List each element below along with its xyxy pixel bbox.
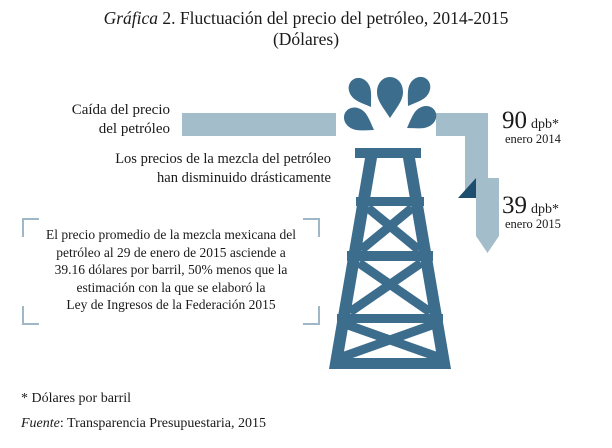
derrick-rung-1 bbox=[356, 197, 424, 206]
callout-line-5: Ley de Ingresos de la Federación 2015 bbox=[66, 297, 276, 312]
ribbon-left-bar bbox=[182, 113, 336, 136]
price-2015-value: 39 bbox=[502, 192, 527, 219]
caida-label-line2: del petróleo bbox=[98, 121, 170, 137]
mezcla-label bbox=[0, 150, 331, 187]
mezcla-label-line1: Los precios de la mezcla del petróleo bbox=[115, 151, 331, 167]
callout-line-2: petróleo al 29 de enero de 2015 asciende a bbox=[56, 244, 286, 260]
source-line bbox=[21, 416, 266, 432]
price-2014-value: 90 bbox=[502, 107, 527, 134]
caida-label-line1: Caída del precio bbox=[71, 102, 170, 118]
callout-line-1: El precio promedio de la mezcla mexicana del bbox=[45, 227, 296, 242]
oil-derrick bbox=[329, 148, 451, 369]
price-2015 bbox=[502, 193, 561, 231]
price-2015-period: enero 2015 bbox=[505, 217, 561, 231]
price-2014-unit: dpb* bbox=[531, 117, 559, 132]
derrick-rung-2 bbox=[347, 251, 433, 261]
asterisk-footnote: * Dólares por barril bbox=[21, 391, 132, 406]
ribbon-arrow-segment bbox=[476, 178, 499, 253]
callout-line-4: estimación con la que se elaboró la bbox=[76, 279, 266, 295]
callout-text bbox=[28, 226, 314, 314]
oil-droplet-lower-right bbox=[401, 102, 440, 137]
oil-droplet-center bbox=[377, 77, 403, 118]
source-label: Fuente bbox=[21, 416, 60, 431]
caida-label bbox=[0, 101, 170, 139]
oil-droplet-upper-right bbox=[399, 73, 434, 112]
oil-droplet-lower-left bbox=[340, 103, 380, 139]
source-rest: : Transparencia Presupuestaria, 2015 bbox=[59, 416, 266, 431]
oil-splash-droplets bbox=[340, 73, 440, 139]
derrick-crown bbox=[355, 148, 421, 158]
chart-title-rest: 2. Fluctuación del precio del petróleo, 2014-2015 bbox=[158, 8, 509, 28]
price-2015-unit: dpb* bbox=[531, 202, 559, 217]
price-2014-period: enero 2014 bbox=[505, 132, 561, 146]
price-2014 bbox=[502, 108, 561, 146]
chart-subtitle: (Dólares) bbox=[272, 29, 340, 49]
oil-droplet-upper-left bbox=[344, 74, 379, 113]
mezcla-label-line2: han disminuido drásticamente bbox=[157, 169, 331, 186]
callout-line-3: 39.16 dólares por barril, 50% menos que la bbox=[54, 262, 288, 277]
callout-box bbox=[22, 218, 320, 325]
chart-title-prefix: Gráfica bbox=[103, 8, 159, 28]
